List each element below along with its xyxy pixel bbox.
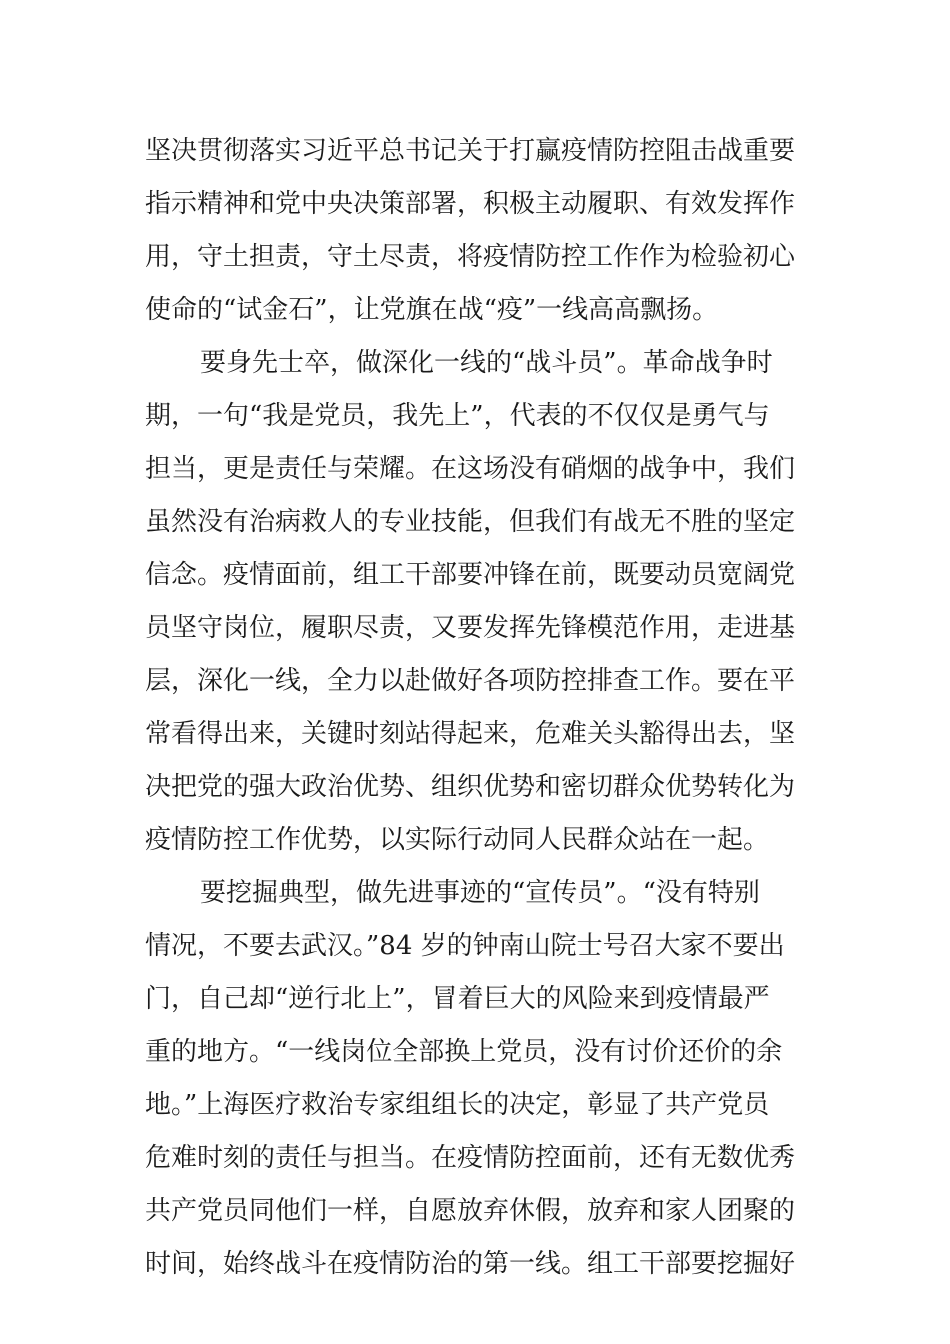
- text-line: 层，深化一线，全力以赴做好各项防控排查工作。要在平: [145, 666, 796, 696]
- text-line: 疫情防控工作优势，以实际行动同人民群众站在一起。: [145, 825, 770, 855]
- paragraph-2: [145, 337, 810, 867]
- text-line: 用，守土担责，守土尽责，将疫情防控工作作为检验初心: [145, 242, 796, 272]
- text-line: 门，自己却“逆行北上”，冒着巨大的风险来到疫情最严: [145, 984, 770, 1014]
- text-line: 要挖掘典型，做先进事迹的“宣传员”。“没有特别: [200, 878, 760, 908]
- text-line: 信念。疫情面前，组工干部要冲锋在前，既要动员宽阔党: [145, 560, 796, 590]
- text-line: 员坚守岗位，履职尽责，又要发挥先锋模范作用，走进基: [145, 613, 796, 643]
- text-line: 重的地方。“一线岗位全部换上党员，没有讨价还价的余: [145, 1037, 783, 1067]
- text-line: 虽然没有治病救人的专业技能，但我们有战无不胜的坚定: [145, 507, 796, 537]
- text-line: 决把党的强大政治优势、组织优势和密切群众优势转化为: [145, 772, 796, 802]
- text-line: 担当，更是责任与荣耀。在这场没有硝烟的战争中，我们: [145, 454, 796, 484]
- text-line: 共产党员同他们一样，自愿放弃休假，放弃和家人团聚的: [145, 1196, 796, 1226]
- paragraph-3: [145, 867, 810, 1291]
- text-line: 指示精神和党中央决策部署，积极主动履职、有效发挥作: [145, 189, 796, 219]
- text-line: 要身先士卒，做深化一线的“战斗员”。革命战争时: [200, 348, 773, 378]
- document-body: [145, 125, 810, 1291]
- text-line: 使命的“试金石”，让党旗在战“疫”一线高高飘扬。: [145, 295, 719, 325]
- text-line: 坚决贯彻落实习近平总书记关于打赢疫情防控阻击战重要: [145, 136, 796, 166]
- text-line: 期，一句“我是党员，我先上”，代表的不仅仅是勇气与: [145, 401, 770, 431]
- text-line: 地。”上海医疗救治专家组组长的决定，彰显了共产党员: [145, 1090, 770, 1120]
- text-line: 时间，始终战斗在疫情防治的第一线。组工干部要挖掘好: [145, 1249, 796, 1279]
- paragraph-1: [145, 125, 810, 337]
- text-line: 常看得出来，关键时刻站得起来，危难关头豁得出去，坚: [145, 719, 796, 749]
- text-line: 危难时刻的责任与担当。在疫情防控面前，还有无数优秀: [145, 1143, 796, 1173]
- text-line: 情况，不要去武汉。”84 岁的钟南山院士号召大家不要出: [145, 931, 785, 961]
